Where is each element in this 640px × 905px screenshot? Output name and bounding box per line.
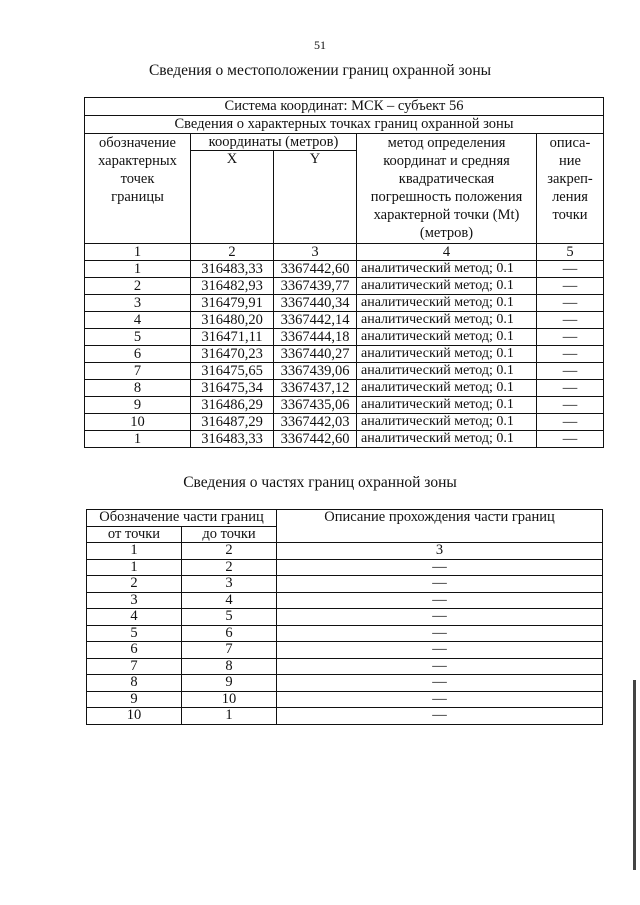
cell-y: 3367442,03 bbox=[274, 414, 357, 431]
cell-part-description: — bbox=[277, 625, 603, 642]
cell-description: — bbox=[537, 261, 604, 278]
table-row bbox=[85, 278, 604, 295]
column-number-row bbox=[85, 244, 604, 261]
cell-y: 3367442,60 bbox=[274, 431, 357, 448]
scan-edge-mark bbox=[633, 680, 636, 870]
cell-y: 3367439,77 bbox=[274, 278, 357, 295]
column-number: 2 bbox=[182, 543, 277, 560]
boundary-parts-table bbox=[86, 509, 603, 725]
table-header-row bbox=[87, 510, 603, 527]
cell-y: 3367437,12 bbox=[274, 380, 357, 397]
column-number: 1 bbox=[85, 244, 191, 261]
table-row bbox=[85, 431, 604, 448]
cell-method: аналитический метод; 0.1 bbox=[357, 397, 537, 414]
cell-description: — bbox=[537, 414, 604, 431]
cell-x: 316483,33 bbox=[191, 261, 274, 278]
table-row bbox=[85, 414, 604, 431]
cell-y: 3367442,60 bbox=[274, 261, 357, 278]
table-row bbox=[85, 261, 604, 278]
cell-x: 316471,11 bbox=[191, 329, 274, 346]
cell-from-point: 9 bbox=[87, 691, 182, 708]
cell-point: 2 bbox=[85, 278, 191, 295]
table-row bbox=[85, 295, 604, 312]
column-number: 1 bbox=[87, 543, 182, 560]
column-number: 2 bbox=[191, 244, 274, 261]
cell-to-point: 2 bbox=[182, 559, 277, 576]
cell-to-point: 3 bbox=[182, 576, 277, 593]
cell-from-point: 6 bbox=[87, 642, 182, 659]
table-row bbox=[85, 329, 604, 346]
cell-to-point: 6 bbox=[182, 625, 277, 642]
cell-x: 316487,29 bbox=[191, 414, 274, 431]
cell-from-point: 8 bbox=[87, 675, 182, 692]
cell-from-point: 10 bbox=[87, 708, 182, 725]
table-row bbox=[87, 592, 603, 609]
cell-point: 1 bbox=[85, 431, 191, 448]
cell-x: 316482,93 bbox=[191, 278, 274, 295]
cell-description: — bbox=[537, 295, 604, 312]
cell-part-description: — bbox=[277, 658, 603, 675]
table-row bbox=[87, 675, 603, 692]
column-number: 5 bbox=[537, 244, 604, 261]
cell-part-description: — bbox=[277, 691, 603, 708]
cell-description: — bbox=[537, 329, 604, 346]
table-row bbox=[85, 312, 604, 329]
cell-from-point: 5 bbox=[87, 625, 182, 642]
cell-point: 7 bbox=[85, 363, 191, 380]
cell-point: 9 bbox=[85, 397, 191, 414]
page-number: 51 bbox=[314, 38, 326, 52]
column-number: 4 bbox=[357, 244, 537, 261]
table-row bbox=[85, 397, 604, 414]
coordinate-system-label: Система координат: МСК – субъект 56 bbox=[85, 98, 604, 116]
cell-part-description: — bbox=[277, 708, 603, 725]
cell-y: 3367444,18 bbox=[274, 329, 357, 346]
cell-point: 3 bbox=[85, 295, 191, 312]
cell-x: 316483,33 bbox=[191, 431, 274, 448]
cell-part-description: — bbox=[277, 576, 603, 593]
cell-y: 3367439,06 bbox=[274, 363, 357, 380]
cell-point: 4 bbox=[85, 312, 191, 329]
cell-from-point: 3 bbox=[87, 592, 182, 609]
header-part-description: Описание прохождения части границ bbox=[277, 510, 603, 543]
cell-to-point: 9 bbox=[182, 675, 277, 692]
table-row bbox=[85, 380, 604, 397]
cell-description: — bbox=[537, 431, 604, 448]
section-title-location: Сведения о местоположении границ охранной зоны bbox=[148, 62, 492, 79]
cell-point: 1 bbox=[85, 261, 191, 278]
header-description: описа- ние закреп- ления точки bbox=[537, 134, 604, 244]
cell-from-point: 4 bbox=[87, 609, 182, 626]
cell-point: 6 bbox=[85, 346, 191, 363]
cell-to-point: 4 bbox=[182, 592, 277, 609]
cell-to-point: 5 bbox=[182, 609, 277, 626]
table-row bbox=[87, 658, 603, 675]
table-subtitle: Сведения о характерных точках границ охранной зоны bbox=[85, 116, 604, 134]
cell-to-point: 7 bbox=[182, 642, 277, 659]
cell-y: 3367435,06 bbox=[274, 397, 357, 414]
cell-to-point: 10 bbox=[182, 691, 277, 708]
cell-x: 316475,65 bbox=[191, 363, 274, 380]
cell-point: 10 bbox=[85, 414, 191, 431]
header-x: X bbox=[191, 151, 274, 244]
cell-y: 3367440,27 bbox=[274, 346, 357, 363]
table-row bbox=[87, 625, 603, 642]
table-row bbox=[87, 609, 603, 626]
cell-method: аналитический метод; 0.1 bbox=[357, 346, 537, 363]
cell-description: — bbox=[537, 278, 604, 295]
cell-description: — bbox=[537, 346, 604, 363]
table-row bbox=[85, 346, 604, 363]
cell-part-description: — bbox=[277, 642, 603, 659]
cell-description: — bbox=[537, 380, 604, 397]
column-number-row bbox=[87, 543, 603, 560]
cell-method: аналитический метод; 0.1 bbox=[357, 261, 537, 278]
section-title-parts: Сведения о частях границ охранной зоны bbox=[183, 474, 457, 491]
table-row bbox=[87, 559, 603, 576]
cell-description: — bbox=[537, 397, 604, 414]
cell-x: 316480,20 bbox=[191, 312, 274, 329]
cell-point: 5 bbox=[85, 329, 191, 346]
cell-from-point: 7 bbox=[87, 658, 182, 675]
cell-from-point: 1 bbox=[87, 559, 182, 576]
cell-method: аналитический метод; 0.1 bbox=[357, 329, 537, 346]
column-number: 3 bbox=[277, 543, 603, 560]
cell-point: 8 bbox=[85, 380, 191, 397]
cell-to-point: 8 bbox=[182, 658, 277, 675]
header-point-designation: обозначение характерных точек границы bbox=[85, 134, 191, 244]
header-to-point: до точки bbox=[182, 526, 277, 543]
cell-description: — bbox=[537, 363, 604, 380]
cell-method: аналитический метод; 0.1 bbox=[357, 363, 537, 380]
cell-method: аналитический метод; 0.1 bbox=[357, 295, 537, 312]
cell-method: аналитический метод; 0.1 bbox=[357, 312, 537, 329]
header-from-point: от точки bbox=[87, 526, 182, 543]
table-row bbox=[85, 363, 604, 380]
cell-x: 316470,23 bbox=[191, 346, 274, 363]
table-header-row bbox=[85, 98, 604, 116]
cell-y: 3367442,14 bbox=[274, 312, 357, 329]
table-header-row bbox=[85, 134, 604, 151]
table-row bbox=[87, 708, 603, 725]
cell-to-point: 1 bbox=[182, 708, 277, 725]
cell-x: 316486,29 bbox=[191, 397, 274, 414]
cell-method: аналитический метод; 0.1 bbox=[357, 380, 537, 397]
table-row bbox=[87, 642, 603, 659]
boundary-points-table bbox=[84, 97, 604, 448]
table-row bbox=[87, 576, 603, 593]
cell-part-description: — bbox=[277, 592, 603, 609]
cell-x: 316475,34 bbox=[191, 380, 274, 397]
header-coordinates: координаты (метров) bbox=[191, 134, 357, 151]
cell-from-point: 2 bbox=[87, 576, 182, 593]
cell-method: аналитический метод; 0.1 bbox=[357, 278, 537, 295]
cell-y: 3367440,34 bbox=[274, 295, 357, 312]
cell-description: — bbox=[537, 312, 604, 329]
table-header-row bbox=[85, 116, 604, 134]
cell-part-description: — bbox=[277, 675, 603, 692]
header-y: Y bbox=[274, 151, 357, 244]
cell-x: 316479,91 bbox=[191, 295, 274, 312]
column-number: 3 bbox=[274, 244, 357, 261]
header-part-designation: Обозначение части границ bbox=[87, 510, 277, 527]
header-method: метод определения координат и средняя квадратическая погрешность положения характерной точки (Mt) (метров) bbox=[357, 134, 537, 244]
cell-part-description: — bbox=[277, 559, 603, 576]
cell-method: аналитический метод; 0.1 bbox=[357, 431, 537, 448]
table-row bbox=[87, 691, 603, 708]
cell-method: аналитический метод; 0.1 bbox=[357, 414, 537, 431]
cell-part-description: — bbox=[277, 609, 603, 626]
